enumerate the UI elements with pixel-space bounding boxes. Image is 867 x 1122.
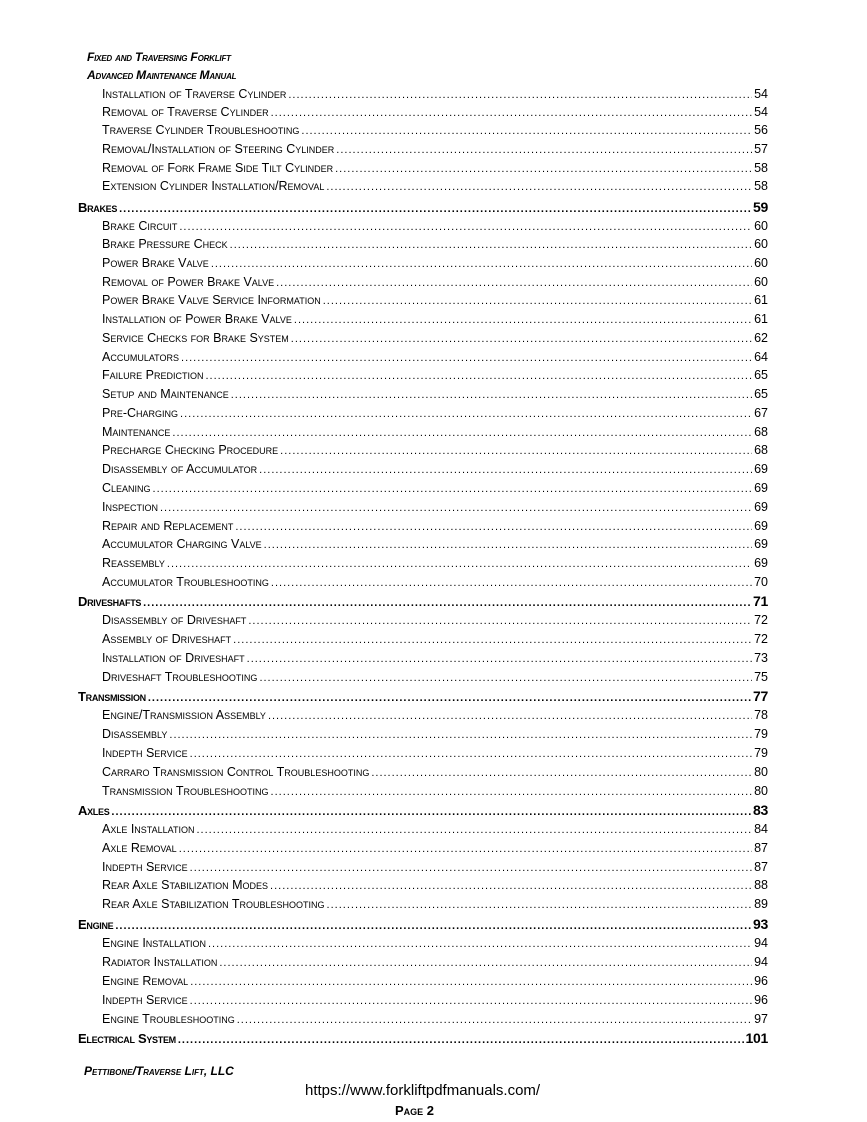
toc-title: Repair and Replacement — [102, 519, 234, 533]
toc-page: 83 — [753, 802, 768, 818]
toc-entry[interactable] — [102, 953, 768, 971]
toc-page: 69 — [754, 537, 768, 551]
dot-leader — [181, 349, 752, 367]
toc-section[interactable] — [78, 915, 768, 933]
toc-page: 87 — [754, 841, 768, 855]
toc-title: Axle Removal — [102, 841, 177, 855]
dot-leader — [190, 992, 752, 1010]
dot-leader — [205, 367, 752, 385]
toc-page: 73 — [754, 651, 768, 665]
toc-page: 58 — [754, 179, 768, 193]
dot-leader — [280, 442, 752, 460]
toc-entry[interactable] — [102, 121, 768, 139]
dot-leader — [190, 973, 752, 991]
toc-title: Assembly of Driveshaft — [102, 632, 232, 646]
toc-title: Engine/Transmission Assembly — [102, 708, 266, 722]
toc-page: 69 — [754, 462, 768, 476]
dot-leader — [235, 518, 752, 536]
footer-company: Pettibone/Traverse Lift, LLC — [84, 1064, 234, 1078]
toc-entry[interactable] — [102, 404, 768, 422]
dot-leader — [143, 594, 751, 612]
toc-page: 93 — [753, 916, 768, 932]
dot-leader — [160, 499, 752, 517]
dot-leader — [268, 707, 752, 725]
toc-title: Disassembly of Accumulator — [102, 462, 258, 476]
dot-leader — [271, 574, 752, 592]
toc-entry[interactable] — [102, 366, 768, 384]
toc-title: Reassembly — [102, 556, 165, 570]
dot-leader — [248, 612, 752, 630]
toc-title: Engine Installation — [102, 936, 206, 950]
toc-entry[interactable] — [102, 85, 768, 103]
dot-leader — [291, 330, 752, 348]
toc-title: Engine Removal — [102, 974, 189, 988]
toc-title: Disassembly of Driveshaft — [102, 613, 247, 627]
toc-entry[interactable] — [102, 329, 768, 347]
toc-entry[interactable] — [102, 972, 768, 990]
toc-page: 60 — [754, 237, 768, 251]
dot-leader — [190, 745, 752, 763]
toc-title: Indepth Service — [102, 746, 188, 760]
toc-entry[interactable] — [102, 858, 768, 876]
dot-leader — [180, 405, 752, 423]
toc-entry[interactable] — [102, 254, 768, 272]
toc-entry[interactable] — [102, 668, 768, 686]
dot-leader — [119, 200, 751, 218]
toc-entry[interactable] — [102, 177, 768, 195]
toc-title: Traverse Cylinder Troubleshooting — [102, 123, 300, 137]
dot-leader — [190, 859, 752, 877]
toc-entry[interactable] — [102, 441, 768, 459]
dot-leader — [336, 141, 752, 159]
toc-page: 97 — [754, 1012, 768, 1026]
toc-section[interactable] — [78, 801, 768, 819]
toc-title: Accumulator Charging Valve — [102, 537, 262, 551]
toc-section[interactable] — [78, 592, 768, 610]
toc-entry[interactable] — [102, 103, 768, 121]
toc-page: 71 — [753, 593, 768, 609]
toc-entry[interactable] — [102, 159, 768, 177]
toc-title: Brakes — [78, 200, 118, 215]
toc-title: Service Checks for Brake System — [102, 331, 289, 345]
toc-title: Axles — [78, 803, 110, 818]
toc-title: Setup and Maintenance — [102, 387, 229, 401]
toc-page: 54 — [754, 87, 768, 101]
toc-title: Engine Troubleshooting — [102, 1012, 235, 1026]
dot-leader — [276, 274, 752, 292]
toc-title: Driveshafts — [78, 594, 142, 609]
toc-entry[interactable] — [102, 140, 768, 158]
dot-leader — [335, 160, 752, 178]
toc-title: Rear Axle Stabilization Modes — [102, 878, 269, 892]
toc-page: 60 — [754, 256, 768, 270]
toc-entry[interactable] — [102, 554, 768, 572]
toc-title: Accumulator Troubleshooting — [102, 575, 269, 589]
dot-leader — [271, 104, 753, 122]
toc-page: 60 — [754, 219, 768, 233]
toc-page: 88 — [754, 878, 768, 892]
dot-leader — [230, 236, 752, 254]
toc-title: Power Brake Valve — [102, 256, 209, 270]
manual-title: Fixed and Traversing Forklift — [87, 50, 231, 64]
dot-leader — [259, 669, 752, 687]
toc-entry[interactable] — [102, 517, 768, 535]
dot-leader — [167, 555, 752, 573]
toc-page: 68 — [754, 425, 768, 439]
toc-title: Precharge Checking Procedure — [102, 443, 279, 457]
dot-leader — [231, 386, 752, 404]
toc-entry[interactable] — [102, 725, 768, 743]
toc-page: 80 — [754, 765, 768, 779]
toc-entry[interactable] — [102, 310, 768, 328]
toc-entry[interactable] — [102, 820, 768, 838]
toc-entry[interactable] — [102, 291, 768, 309]
toc-page: 87 — [754, 860, 768, 874]
dot-leader — [323, 292, 752, 310]
toc-title: Brake Pressure Check — [102, 237, 228, 251]
toc-entry[interactable] — [102, 479, 768, 497]
toc-page: 79 — [754, 727, 768, 741]
toc-page: 61 — [754, 312, 768, 326]
toc-title: Accumulators — [102, 350, 180, 364]
dot-leader — [271, 783, 753, 801]
toc-entry[interactable] — [102, 217, 768, 235]
toc-entry[interactable] — [102, 649, 768, 667]
toc-section[interactable] — [78, 687, 768, 705]
toc-section[interactable] — [78, 1029, 768, 1047]
dot-leader — [301, 122, 752, 140]
toc-section[interactable] — [78, 198, 768, 216]
toc-title: Power Brake Valve Service Information — [102, 293, 321, 307]
toc-entry[interactable] — [102, 498, 768, 516]
footer-url[interactable]: https://www.forkliftpdfmanuals.com/ — [305, 1082, 541, 1099]
toc-entry[interactable] — [102, 782, 768, 800]
toc-entry[interactable] — [102, 876, 768, 894]
toc-page: 61 — [754, 293, 768, 307]
toc-title: Rear Axle Stabilization Troubleshooting — [102, 897, 325, 911]
toc-title: Indepth Service — [102, 860, 188, 874]
page-number: Page 2 — [395, 1103, 435, 1118]
toc-page: 65 — [754, 368, 768, 382]
toc-page: 79 — [754, 746, 768, 760]
toc-page: 58 — [754, 161, 768, 175]
toc-title: Brake Circuit — [102, 219, 178, 233]
toc-title: Removal of Traverse Cylinder — [102, 105, 269, 119]
dot-leader — [247, 650, 752, 668]
toc-page: 69 — [754, 556, 768, 570]
toc-title: Failure Prediction — [102, 368, 204, 382]
toc-page: 101 — [745, 1030, 768, 1046]
toc-entry[interactable] — [102, 763, 768, 781]
toc-entry[interactable] — [102, 535, 768, 553]
toc-page: 94 — [754, 955, 768, 969]
toc-title: Indepth Service — [102, 993, 188, 1007]
dot-leader — [153, 480, 753, 498]
toc-entry[interactable] — [102, 460, 768, 478]
toc-page: 67 — [754, 406, 768, 420]
dot-leader — [371, 764, 752, 782]
dot-leader — [259, 461, 752, 479]
toc-entry[interactable] — [102, 385, 768, 403]
toc-entry[interactable] — [102, 1010, 768, 1028]
toc-page: 96 — [754, 974, 768, 988]
toc-entry[interactable] — [102, 235, 768, 253]
toc-title: Driveshaft Troubleshooting — [102, 670, 258, 684]
toc-page: 77 — [753, 688, 768, 704]
toc-page: 70 — [754, 575, 768, 589]
toc-entry[interactable] — [102, 991, 768, 1009]
dot-leader — [233, 631, 752, 649]
toc-title: Carraro Transmission Control Troubleshooting — [102, 765, 370, 779]
toc-entry[interactable] — [102, 273, 768, 291]
dot-leader — [115, 917, 751, 935]
manual-subtitle: Advanced Maintenance Manual — [87, 68, 237, 82]
dot-leader — [270, 877, 752, 895]
toc-page: 56 — [754, 123, 768, 137]
toc-title: Transmission — [78, 689, 146, 704]
toc-title: Removal/Installation of Steering Cylinder — [102, 142, 335, 156]
toc-entry[interactable] — [102, 706, 768, 724]
toc-page: 80 — [754, 784, 768, 798]
dot-leader — [179, 218, 752, 236]
dot-leader — [294, 311, 752, 329]
dot-leader — [264, 536, 752, 554]
toc-entry[interactable] — [102, 573, 768, 591]
toc-page: 69 — [754, 500, 768, 514]
toc-page: 65 — [754, 387, 768, 401]
toc-title: Disassembly — [102, 727, 168, 741]
toc-entry[interactable] — [102, 630, 768, 648]
dot-leader — [169, 726, 752, 744]
toc-page: 75 — [754, 670, 768, 684]
toc-entry[interactable] — [102, 839, 768, 857]
dot-leader — [148, 689, 751, 707]
toc-title: Engine — [78, 917, 114, 932]
toc-title: Extension Cylinder Installation/Removal — [102, 179, 325, 193]
toc-title: Cleaning — [102, 481, 151, 495]
dot-leader — [178, 1031, 744, 1049]
dot-leader — [179, 840, 752, 858]
dot-leader — [237, 1011, 752, 1029]
toc-page: 94 — [754, 936, 768, 950]
dot-leader — [326, 178, 752, 196]
toc-title: Installation of Driveshaft — [102, 651, 245, 665]
dot-leader — [172, 424, 752, 442]
toc-entry[interactable] — [102, 348, 768, 366]
toc-title: Transmission Troubleshooting — [102, 784, 269, 798]
toc-page: 69 — [754, 481, 768, 495]
toc-page: 96 — [754, 993, 768, 1007]
toc-entry[interactable] — [102, 611, 768, 629]
toc-entry[interactable] — [102, 895, 768, 913]
dot-leader — [196, 821, 752, 839]
toc-page: 68 — [754, 443, 768, 457]
toc-entry[interactable] — [102, 934, 768, 952]
dot-leader — [219, 954, 752, 972]
toc-title: Removal of Power Brake Valve — [102, 275, 275, 289]
dot-leader — [327, 896, 753, 914]
toc-page: 84 — [754, 822, 768, 836]
toc-page: 62 — [754, 331, 768, 345]
toc-page: 64 — [754, 350, 768, 364]
toc-entry[interactable] — [102, 423, 768, 441]
toc-page: 72 — [754, 632, 768, 646]
toc-page: 89 — [754, 897, 768, 911]
toc-page: 78 — [754, 708, 768, 722]
toc-page: 54 — [754, 105, 768, 119]
dot-leader — [211, 255, 752, 273]
toc-title: Installation of Traverse Cylinder — [102, 87, 287, 101]
toc-title: Maintenance — [102, 425, 171, 439]
toc-page: 69 — [754, 519, 768, 533]
toc-page: 59 — [753, 199, 768, 215]
toc-page: 60 — [754, 275, 768, 289]
toc-page: 57 — [754, 142, 768, 156]
toc-entry[interactable] — [102, 744, 768, 762]
dot-leader — [111, 803, 751, 821]
dot-leader — [208, 935, 752, 953]
toc-title: Installation of Power Brake Valve — [102, 312, 292, 326]
toc-title: Radiator Installation — [102, 955, 218, 969]
toc-title: Inspection — [102, 500, 158, 514]
dot-leader — [288, 86, 752, 104]
toc-title: Electrical System — [78, 1031, 176, 1046]
toc-title: Axle Installation — [102, 822, 195, 836]
toc-page: 72 — [754, 613, 768, 627]
toc-title: Removal of Fork Frame Side Tilt Cylinder — [102, 161, 334, 175]
toc-title: Pre-Charging — [102, 406, 179, 420]
